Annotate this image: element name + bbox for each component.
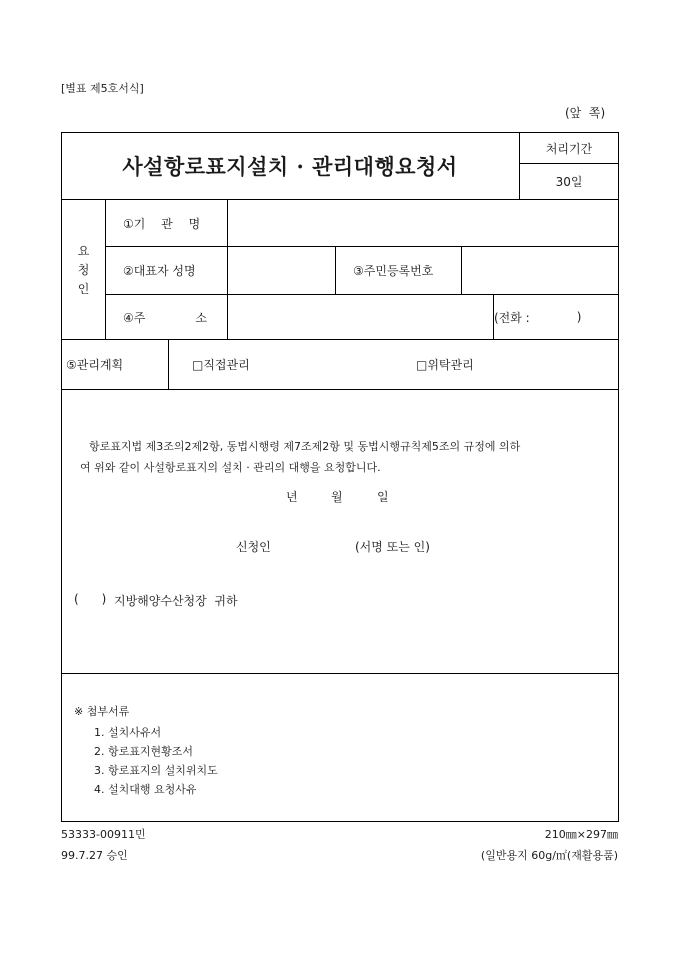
form-reference: [별표 제5호서식]	[61, 82, 144, 95]
attachment-item: 1. 설치사유서	[94, 726, 162, 739]
addressee-label: 지방해양수산청장 귀하	[114, 594, 238, 608]
processing-period-label: 처리기간	[545, 141, 593, 156]
requester-char: 청	[77, 263, 90, 277]
resident-number-label: ③주민등록번호	[353, 264, 434, 278]
paper-spec: (일반용지 60g/㎡(재활용품)	[480, 849, 618, 862]
rep-name-field[interactable]	[228, 247, 335, 294]
requester-label	[62, 200, 105, 339]
direct-management-checkbox[interactable]: □직접관리	[192, 358, 250, 372]
rep-name-label: ②대표자 성명	[123, 264, 196, 278]
form-title: 사설항로표지설치 · 관리대행요청서	[122, 154, 458, 179]
page-side-label: (앞 쪽)	[565, 106, 606, 120]
attachment-item: 2. 항로표지현황조서	[94, 745, 193, 758]
org-name-label: ①기 관 명	[123, 216, 201, 231]
processing-period-value: 30일	[555, 175, 583, 189]
statement-line-1: 항로표지법 제3조의2제2항, 동법시행령 제7조제2항 및 동법시행규칙제5조의 규정에 의하	[89, 440, 521, 453]
phone-close: )	[576, 310, 582, 324]
phone-label: (전화 :	[494, 310, 530, 325]
requester-char: 요	[77, 244, 90, 258]
signature-label: (서명 또는 인)	[355, 540, 430, 554]
attachment-item: 3. 항로표지의 설치위치도	[94, 764, 218, 777]
date-year-label: 년	[286, 490, 298, 504]
paper-size: 210㎜×297㎜	[544, 828, 618, 841]
applicant-label: 신청인	[236, 540, 271, 554]
address-label-tail: 소	[195, 310, 207, 325]
address-label	[123, 295, 207, 339]
addressee-office-field[interactable]: ( )	[74, 592, 107, 606]
resident-number-field[interactable]	[462, 247, 618, 294]
attachments-title: ※ 첨부서류	[74, 705, 130, 718]
phone-field[interactable]	[494, 295, 618, 339]
attachments-list	[94, 723, 218, 799]
org-name-field[interactable]	[228, 200, 618, 246]
attachment-item: 4. 설치대행 요청사유	[94, 783, 197, 796]
delegated-management-checkbox[interactable]: □위탁관리	[416, 358, 474, 372]
date-day-label: 일	[377, 490, 389, 504]
management-plan-label: ⑤관리계획	[66, 358, 124, 372]
approval-date: 99.7.27 승인	[61, 849, 128, 862]
requester-char: 인	[77, 282, 90, 296]
address-field[interactable]	[228, 295, 493, 339]
date-month-label: 월	[331, 490, 343, 504]
address-label-num: ④주	[123, 310, 146, 325]
form-code: 53333-00911민	[61, 828, 146, 841]
statement-line-2: 여 위와 같이 사설항로표지의 설치 · 관리의 대행을 요청합니다.	[80, 461, 381, 474]
